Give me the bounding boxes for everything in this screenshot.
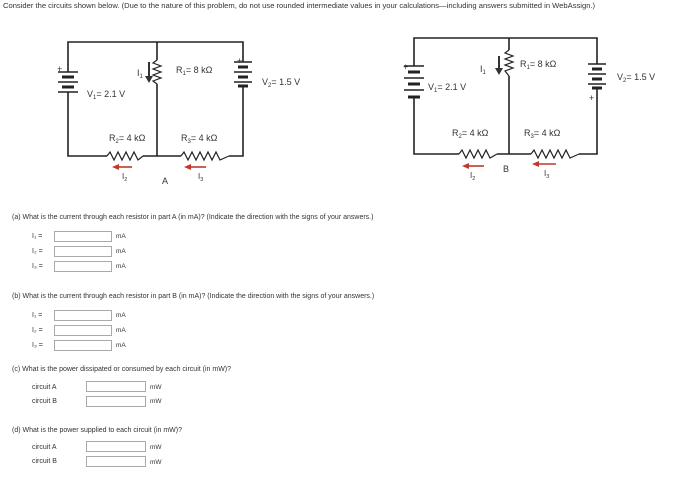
unit-a-i2: mA (116, 248, 126, 255)
label-i2-b: I (470, 171, 473, 180)
input-b-i2[interactable] (54, 325, 112, 336)
label-v2-val-b: = 1.5 V (626, 72, 656, 82)
label-i3-a: I (198, 172, 201, 181)
arrow-i3-b (532, 161, 556, 167)
label-r2-sub-b: 2 (458, 134, 462, 140)
label-i2-sub-a: 2 (124, 177, 128, 183)
label-v2-a: V (262, 77, 269, 87)
plus-sign-a: + (57, 64, 63, 74)
question-c: (c) What is the power dissipated or consumed by each circuit (in mW)? (12, 366, 232, 373)
input-c-circuit-a[interactable] (86, 381, 146, 392)
label-r2-a: R (109, 133, 116, 143)
label-r2-b: R (452, 128, 459, 138)
label-r3-val-b: = 4 kΩ (533, 128, 561, 138)
svg-text:I3 (544, 169, 549, 180)
label-r1-sub-b: 1 (526, 65, 530, 71)
label-r3-sub-a: 3 (187, 139, 191, 145)
circuit-b (414, 38, 597, 158)
unit-a-i3: mA (116, 263, 126, 270)
label-i1-sub-a: 1 (139, 74, 143, 80)
label-r3-sub-b: 3 (530, 134, 534, 140)
battery-v2-b (588, 64, 606, 88)
label-v1-val-a: = 2.1 V (96, 89, 126, 99)
label-b-i2: I₂ = (32, 327, 43, 334)
unit-b-i3: mA (116, 342, 126, 349)
question-d: (d) What is the power supplied to each circuit (in mW)? (12, 427, 183, 434)
circuit-a-name: A (162, 176, 169, 186)
label-r1-b: R (520, 59, 527, 69)
svg-text:I2 (470, 171, 475, 182)
svg-text:I1 (480, 64, 487, 76)
svg-text:R1= 8 kΩ (520, 59, 557, 71)
svg-text:R3= 4 kΩ (524, 128, 561, 140)
label-c-circuit-b: circuit B (32, 398, 57, 405)
svg-text:V1= 2.1 V (87, 89, 125, 101)
input-b-i3[interactable] (54, 340, 112, 351)
unit-a-i1: mA (116, 233, 126, 240)
input-d-circuit-a[interactable] (86, 441, 146, 452)
input-d-circuit-b[interactable] (86, 456, 146, 467)
arrow-i3-a (184, 164, 206, 170)
label-v2-b: V (617, 72, 624, 82)
svg-text:R1= 8 kΩ (176, 65, 213, 77)
question-a: (a) What is the current through each resistor in part A (in mA)? (Indicate the direction with the signs of your answers.) (12, 214, 374, 221)
svg-text:R2= 4 kΩ (109, 133, 146, 145)
label-c-circuit-a: circuit A (32, 384, 57, 391)
svg-text:V2= 1.5 V (262, 77, 300, 89)
label-a-i1: I₁ = (32, 233, 43, 240)
label-r1-a: R (176, 65, 183, 75)
svg-text:R2= 4 kΩ (452, 128, 489, 140)
label-v1-sub-a: 1 (93, 95, 97, 101)
label-d-circuit-b: circuit B (32, 458, 57, 465)
input-a-i3[interactable] (54, 261, 112, 272)
label-r1-sub-a: 1 (182, 71, 186, 77)
label-v2-val-a: = 1.5 V (271, 77, 301, 87)
unit-c-circuit-b: mW (150, 398, 162, 405)
input-a-i2[interactable] (54, 246, 112, 257)
label-i3-sub-a: 3 (200, 177, 204, 183)
label-r3-a: R (181, 133, 188, 143)
question-b: (b) What is the current through each resistor in part B (in mA)? (Indicate the direction with the signs of your answers.) (12, 293, 375, 300)
unit-d-circuit-b: mW (150, 459, 162, 466)
arrow-i1-b (495, 56, 503, 75)
label-i3-b: I (544, 169, 547, 178)
label-r2-val-b: = 4 kΩ (461, 128, 489, 138)
label-r2-sub-a: 2 (115, 139, 119, 145)
label-r1-val-a: = 8 kΩ (185, 65, 213, 75)
unit-d-circuit-a: mW (150, 444, 162, 451)
label-v2-sub-a: 2 (268, 83, 272, 89)
label-v1-sub-b: 1 (434, 88, 438, 94)
svg-text:V2= 1.5 V (617, 72, 655, 84)
battery-v1-a (58, 72, 78, 92)
label-r3-val-a: = 4 kΩ (190, 133, 218, 143)
label-a-i2: I₂ = (32, 248, 43, 255)
label-a-i3: I₃ = (32, 263, 43, 270)
label-r3-b: R (524, 128, 531, 138)
unit-b-i1: mA (116, 312, 126, 319)
label-i1-sub-b: 1 (482, 70, 486, 76)
arrow-i2-b (462, 163, 484, 169)
input-c-circuit-b[interactable] (86, 396, 146, 407)
label-b-i1: I₁ = (32, 312, 43, 319)
label-i3-sub-b: 3 (546, 174, 550, 180)
unit-c-circuit-a: mW (150, 384, 162, 391)
svg-text:I2 (122, 172, 127, 183)
circuit-b-name: B (503, 164, 510, 174)
label-b-i3: I₃ = (32, 342, 43, 349)
label-v1-a: V (87, 89, 94, 99)
svg-text:I1 (137, 68, 144, 80)
label-v2-sub-b: 2 (623, 78, 627, 84)
label-i2-a: I (122, 172, 125, 181)
problem-intro: Consider the circuits shown below. (Due to the nature of this problem, do not use rounded intermediate values in your calculations—including answers submitted in WebAssign.) (3, 1, 596, 10)
label-v1-b: V (428, 82, 435, 92)
plus-sign-b2: + (589, 93, 595, 103)
arrow-i2-a (112, 164, 132, 170)
unit-b-i2: mA (116, 327, 126, 334)
label-i2-sub-b: 2 (472, 176, 476, 182)
label-d-circuit-a: circuit A (32, 444, 57, 451)
input-a-i1[interactable] (54, 231, 112, 242)
svg-text:R3= 4 kΩ (181, 133, 218, 145)
plus-sign-b: + (403, 62, 409, 72)
label-r1-val-b: = 8 kΩ (529, 59, 557, 69)
label-r2-val-a: = 4 kΩ (118, 133, 146, 143)
arrow-i1-a (145, 62, 153, 83)
circuit-diagrams (0, 0, 700, 200)
input-b-i1[interactable] (54, 310, 112, 321)
label-v1-val-b: = 2.1 V (437, 82, 467, 92)
svg-text:I3 (198, 172, 203, 183)
svg-text:V1= 2.1 V (428, 82, 466, 94)
label-i1-a: I (137, 68, 140, 78)
label-i1-b: I (480, 64, 483, 74)
plus-sign-a2: + (237, 56, 243, 66)
